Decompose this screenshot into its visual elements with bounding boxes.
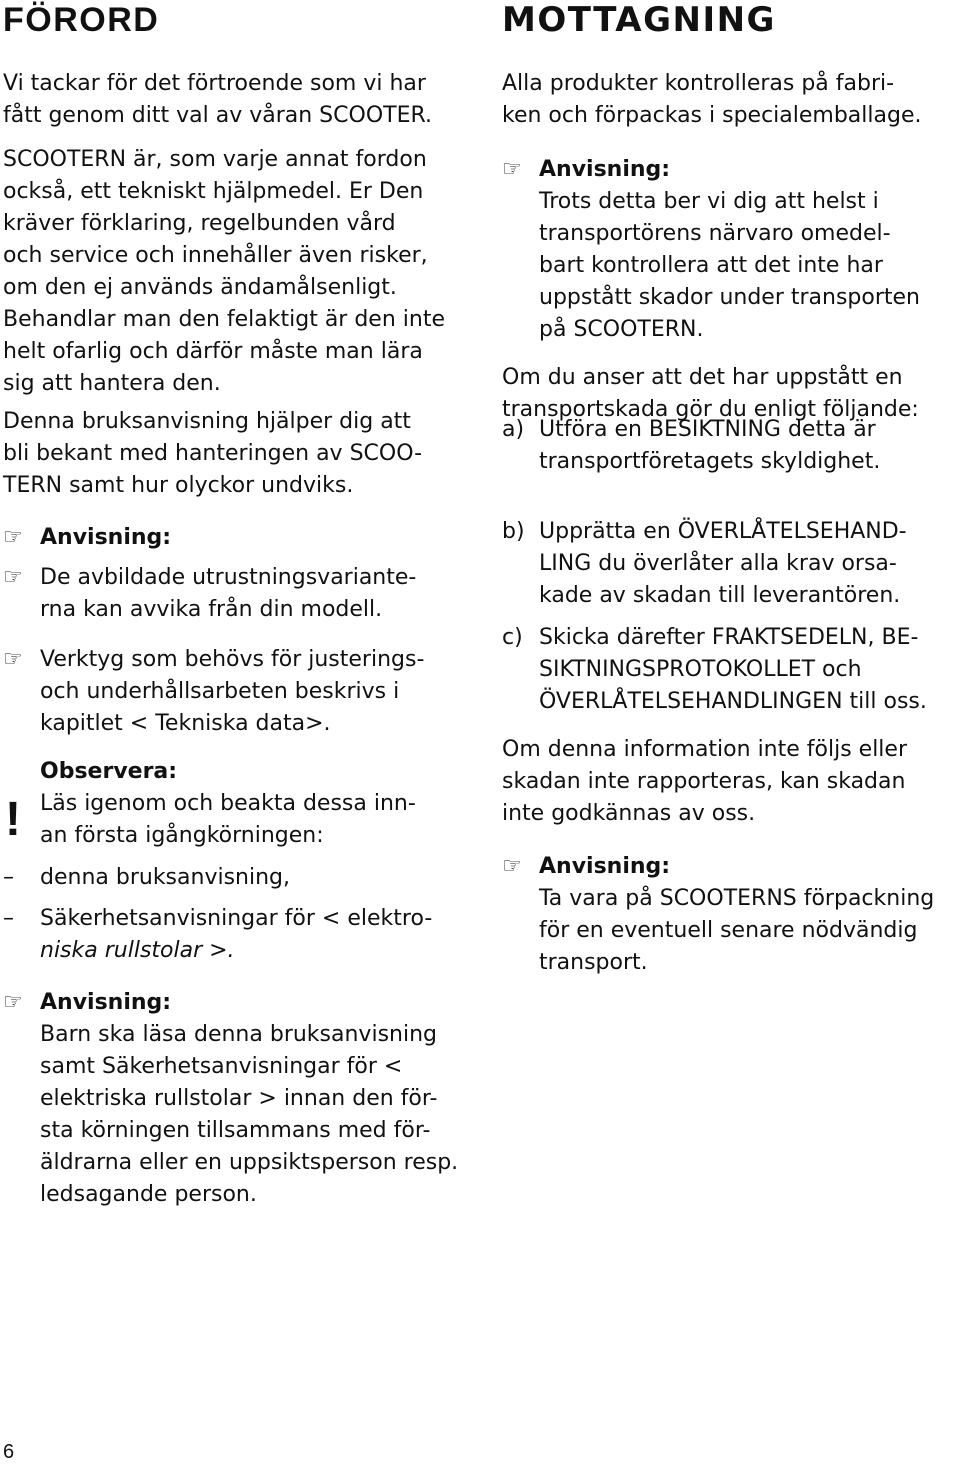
para-line: Om denna information inte följs eller	[502, 737, 908, 762]
note-line: sta körningen tillsammans med för-	[40, 1118, 431, 1143]
note-line: på SCOOTERN.	[539, 317, 704, 342]
list-line: Upprätta en ÖVERLÅTELSEHAND-	[539, 519, 907, 544]
list-line: ÖVERLÅTELSEHANDLINGEN till oss.	[539, 689, 927, 714]
foreword-para3	[3, 406, 460, 502]
note-heading: Anvisning:	[539, 157, 671, 182]
dash-bullet: –	[3, 865, 14, 890]
note-heading: Anvisning:	[40, 990, 172, 1015]
intro-line: Vi tackar för det förtroende som vi har	[3, 71, 426, 96]
dash-bullet: –	[3, 906, 14, 931]
list-label: a)	[502, 417, 525, 442]
list-item-c	[502, 622, 958, 718]
page-number: 6	[3, 1441, 15, 1463]
para-line: och service och innehåller även risker,	[3, 243, 428, 268]
warning-line: an första igångkörningen:	[40, 823, 324, 848]
exclamation-icon: !	[5, 793, 21, 846]
note-line: bart kontrollera att det inte har	[539, 253, 883, 278]
reception-note-2	[502, 851, 958, 979]
para-line: kräver förklaring, regelbunden vård	[3, 211, 396, 236]
pointing-hand-icon: ☞	[3, 647, 23, 672]
list-item-a	[502, 414, 958, 478]
pointing-hand-icon: ☞	[502, 157, 522, 182]
reception-intro	[502, 68, 958, 132]
note-item-1	[3, 562, 460, 626]
para-line: SCOOTERN är, som varje annat fordon	[3, 147, 427, 172]
note-line: kapitlet < Tekniska data>.	[40, 711, 331, 736]
warning-line: Läs igenom och beakta dessa inn-	[40, 791, 416, 816]
para-line: helt ofarlig och därför måste man lära	[3, 339, 423, 364]
list-line: kade av skadan till leverantören.	[539, 583, 901, 608]
para-line: inte godkännas av oss.	[502, 801, 756, 826]
para-line: skadan inte rapporteras, kan skadan	[502, 769, 906, 794]
note-line: äldrarna eller en uppsiktsperson resp.	[40, 1150, 459, 1175]
note-line: rna kan avvika från din modell.	[40, 597, 383, 622]
note-line: Verktyg som behövs för justerings-	[40, 647, 425, 672]
intro-line: fått genom ditt val av våran SCOOTER.	[3, 103, 432, 128]
para-line: också, ett tekniskt hjälpmedel. Er Den	[3, 179, 424, 204]
foreword-title: FÖRORD	[3, 1, 160, 39]
foreword-para2	[3, 144, 460, 400]
reception-title: MOTTAGNING	[502, 0, 776, 40]
note-line: ledsagande person.	[40, 1182, 257, 1207]
list-line: Skicka därefter FRAKTSEDELN, BE-	[539, 625, 919, 650]
para-line: transportskada gör du enligt följande:	[502, 397, 919, 422]
para-line: Behandlar man den felaktigt är den inte	[3, 307, 445, 332]
note-line: De avbildade utrustningsvariante-	[40, 565, 417, 590]
note-line: transportörens närvaro omedel-	[539, 221, 891, 246]
reception-para3	[502, 734, 958, 830]
warning-block	[3, 756, 460, 852]
para-line: Denna bruksanvisning hjälper dig att	[3, 409, 411, 434]
list-label: c)	[502, 625, 523, 650]
para-line: om den ej används ändamålsenligt.	[3, 275, 397, 300]
para-line: bli bekant med hanteringen av SCOO-	[3, 441, 423, 466]
pointing-hand-icon: ☞	[502, 854, 522, 879]
note-heading: Anvisning:	[40, 525, 172, 550]
para-line: Om du anser att det har uppstått en	[502, 365, 903, 390]
warning-heading: Observera:	[40, 759, 178, 784]
foreword-intro	[3, 68, 460, 132]
note-line: uppstått skador under transporten	[539, 285, 921, 310]
list-line: transportföretagets skyldighet.	[539, 449, 881, 474]
note-line: Barn ska läsa denna bruksanvisning	[40, 1022, 437, 1047]
para-line: sig att hantera den.	[3, 371, 221, 396]
note-block-1	[3, 522, 460, 554]
list-line: SIKTNINGSPROTOKOLLET och	[539, 657, 862, 682]
note-line: Trots detta ber vi dig att helst i	[539, 189, 879, 214]
note-line: transport.	[539, 950, 648, 975]
pointing-hand-icon: ☞	[3, 565, 23, 590]
pointing-hand-icon: ☞	[3, 525, 23, 550]
para-line: TERN samt hur olyckor undviks.	[3, 473, 354, 498]
list-item-b	[502, 516, 958, 612]
dash-line: denna bruksanvisning,	[40, 865, 290, 890]
dash-item-2	[3, 903, 460, 967]
left-column	[3, 0, 460, 1207]
note-block-3	[3, 987, 460, 1211]
note-line: och underhållsarbeten beskrivs i	[40, 679, 400, 704]
note-heading: Anvisning:	[539, 854, 671, 879]
dash-item-1	[3, 862, 460, 894]
dash-line: niska rullstolar >.	[40, 938, 235, 963]
intro-line: ken och förpackas i specialemballage.	[502, 103, 922, 128]
list-line: LING du överlåter alla krav orsa-	[539, 551, 897, 576]
note-line: samt Säkerhetsanvisningar för <	[40, 1054, 403, 1079]
note-line: Ta vara på SCOOTERNS förpackning	[539, 886, 935, 911]
list-line: Utföra en BESIKTNING detta är	[539, 417, 876, 442]
note-line: elektriska rullstolar > innan den för-	[40, 1086, 438, 1111]
right-column	[502, 0, 958, 975]
dash-line: Säkerhetsanvisningar för < elektro-	[40, 906, 433, 931]
note-item-2	[3, 644, 460, 740]
pointing-hand-icon: ☞	[3, 990, 23, 1015]
note-line: för en eventuell senare nödvändig	[539, 918, 918, 943]
intro-line: Alla produkter kontrolleras på fabri-	[502, 71, 895, 96]
reception-note-1	[502, 154, 958, 346]
list-label: b)	[502, 519, 525, 544]
